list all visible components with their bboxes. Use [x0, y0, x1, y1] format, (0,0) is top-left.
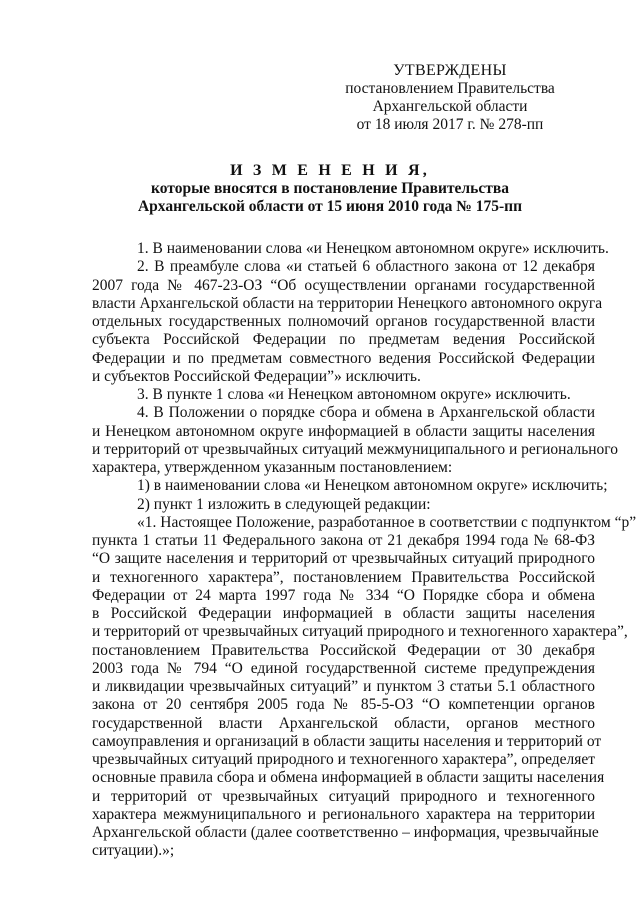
- body-line: и территорий от чрезвычайных ситуаций природного и техногенного: [92, 787, 595, 805]
- body-line: 2. В преамбуле слова «и статьей 6 областного закона от 12 декабря: [137, 258, 595, 276]
- approval-line-1: постановлением Правительства: [345, 80, 555, 97]
- body-line: и субъектов Российской Федерации”» исключить.: [92, 367, 421, 385]
- body-line: пункта 1 статьи 11 Федерального закона от 21 декабря 1994 года № 68-ФЗ: [92, 532, 595, 549]
- body-line: власти Архангельской области на территории Ненецкого автономного округа: [92, 294, 603, 312]
- approval-heading: УТВЕРЖДЕНЫ: [393, 62, 507, 79]
- body-line: в Российской Федерации информацией в области защиты населения: [92, 605, 595, 622]
- body-line: Архангельской области (далее соответственно – информация, чрезвычайные: [92, 824, 599, 841]
- body-line: самоуправления и организаций в области защиты населения и территорий от: [92, 732, 602, 750]
- body-line: и территорий от чрезвычайных ситуаций межмуниципального и регионального: [92, 440, 619, 458]
- body-line: чрезвычайных ситуаций природного и техногенного характера”, определяет: [92, 751, 596, 768]
- body-line: закона от 20 сентября 2005 года № 85-5-ОЗ “О компетенции органов: [92, 696, 595, 714]
- body-line: 4. В Положении о порядке сбора и обмена в Архангельской области: [137, 404, 595, 422]
- body-line: характера межмуниципального и регионального характера на территории: [92, 805, 595, 823]
- title-subtitle-1: которые вносятся в постановление Правительства: [151, 180, 509, 197]
- body-line: 3. В пункте 1 слова «и Ненецком автономном округе» исключить.: [137, 386, 571, 403]
- body-line: 1. В наименовании слова «и Ненецком автономном округе» исключить.: [137, 240, 609, 257]
- body-line: субъекта Российской Федерации по предметам ведения Российской: [92, 331, 595, 349]
- body-line: Федерации от 24 марта 1997 года № 334 “О Порядке сбора и обмена: [92, 586, 595, 604]
- body-line: постановлением Правительства Российской Федерации от 30 декабря: [92, 641, 595, 659]
- body-line: “О защите населения и территорий от чрезвычайных ситуаций природного: [92, 550, 595, 568]
- body-line: и территорий от чрезвычайных ситуаций природного и техногенного характера”,: [92, 623, 628, 641]
- body-line: и техногенного характера”, постановлением Правительства Российской: [92, 568, 595, 586]
- document-title: [60, 162, 600, 216]
- body-line: 2) пункт 1 изложить в следующей редакции:: [137, 495, 431, 513]
- body-line: 2003 года № 794 “О единой государственной системе предупреждения: [92, 659, 595, 677]
- body-line: характера, утвержденном указанным постановлением:: [92, 459, 453, 476]
- body-line: Федерации и по предметам совместного ведения Российской Федерации: [92, 349, 595, 367]
- body-line: отдельных государственных полномочий органов государственной власти: [92, 313, 595, 330]
- body-line: 1) в наименовании слова «и Ненецком автономном округе» исключить;: [137, 477, 608, 495]
- body-line: и Ненецком автономном округе информацией в области защиты населения: [92, 422, 595, 440]
- approval-line-2: Архангельской области: [372, 98, 528, 115]
- document-body: [92, 240, 637, 861]
- approval-stamp: [330, 62, 570, 134]
- body-line: 2007 года № 467-23-ОЗ “Об осуществлении органами государственной: [92, 276, 595, 294]
- body-line: основные правила сбора и обмена информацией в области защиты населения: [92, 769, 605, 787]
- title-subtitle-2: Архангельской области от 15 июня 2010 года № 175-пп: [137, 198, 523, 215]
- approval-line-3: от 18 июля 2017 г. № 278-пп: [356, 116, 544, 133]
- body-line: государственной власти Архангельской области, органов местного: [92, 714, 595, 732]
- body-line: ситуации).»;: [92, 842, 175, 860]
- title-main: И З М Е Н Е Н И Я,: [230, 162, 430, 179]
- body-line: «1. Настоящее Положение, разработанное в соответствии с подпунктом “р”: [137, 513, 637, 531]
- body-line: и ликвидации чрезвычайных ситуаций” и пунктом 3 статьи 5.1 областного: [92, 678, 595, 695]
